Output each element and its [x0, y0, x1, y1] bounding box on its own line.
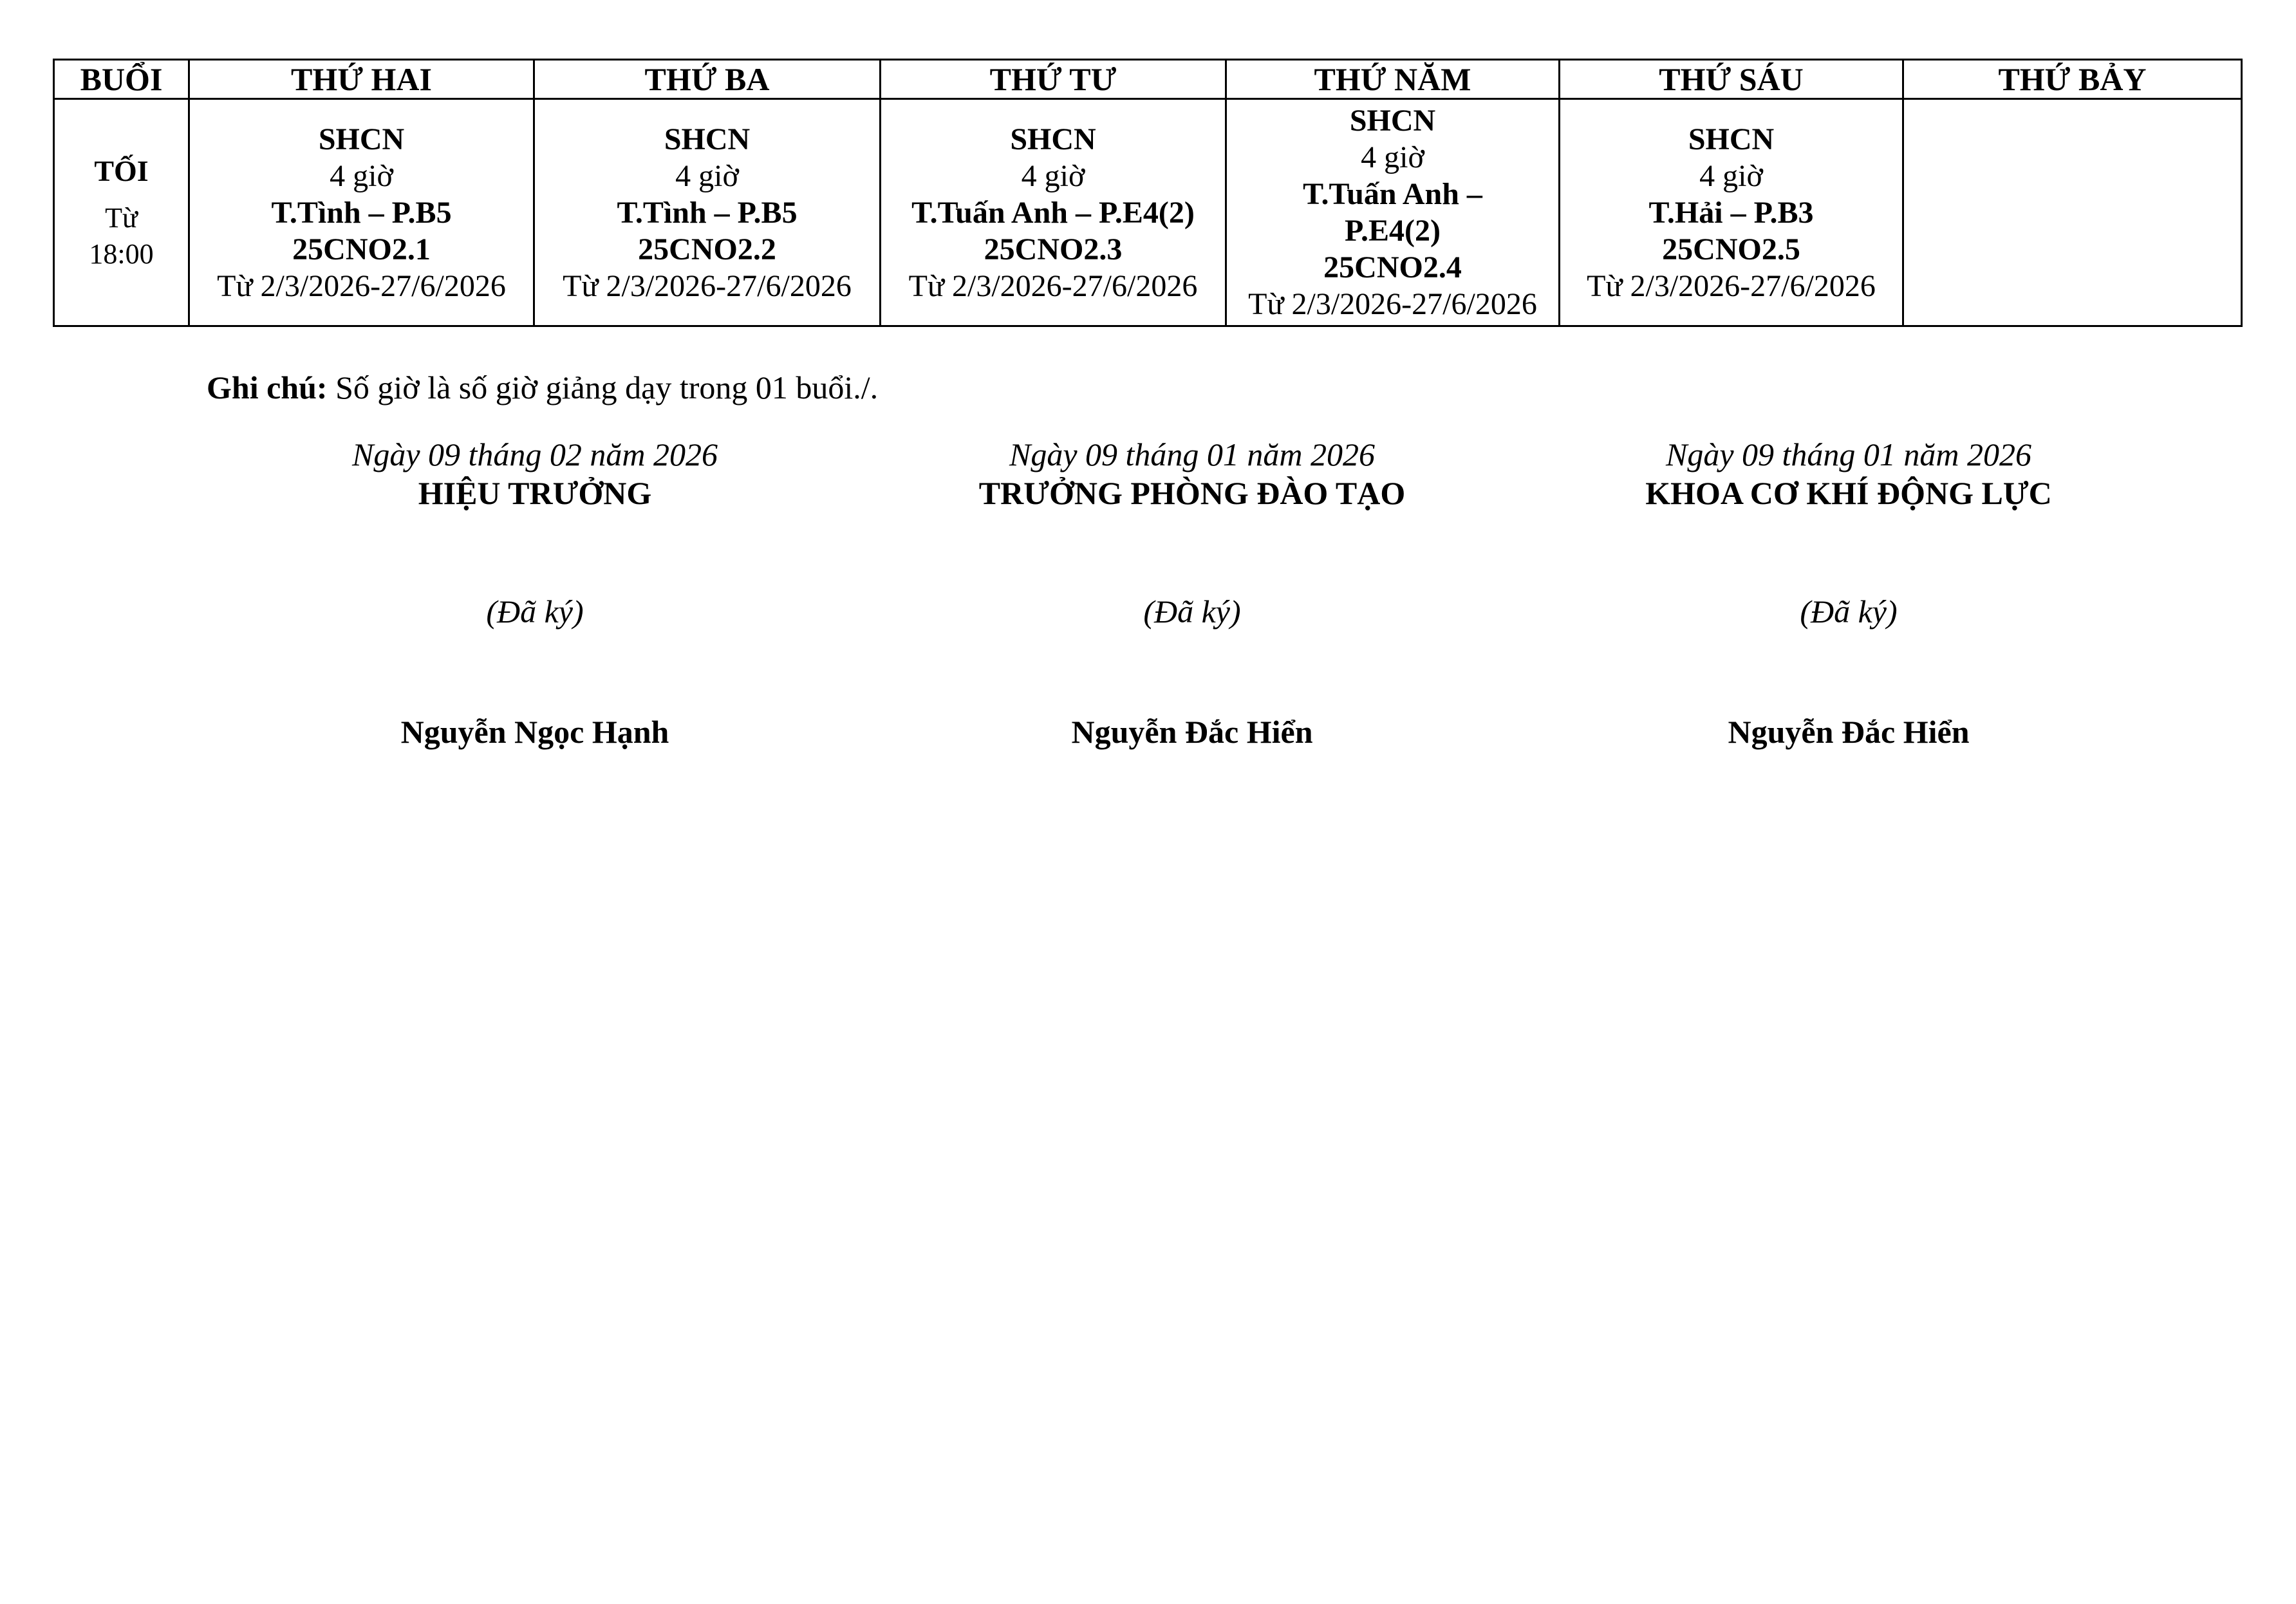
period: Từ 2/3/2026-27/6/2026 [908, 268, 1198, 303]
wednesday-cell [881, 99, 1226, 326]
header-thursday: THỨ NĂM [1226, 60, 1560, 99]
period: Từ 2/3/2026-27/6/2026 [1587, 268, 1876, 303]
period: Từ 2/3/2026-27/6/2026 [563, 268, 852, 303]
signature-date: Ngày 09 tháng 01 năm 2026 [1665, 436, 2032, 472]
class-code: 25CNO2.3 [984, 232, 1123, 266]
header-saturday: THỨ BẢY [1903, 60, 2242, 99]
note-text: Số giờ là số giờ giảng dạy trong 01 buổi./. [327, 369, 879, 406]
signature-title: HIỆU TRƯỞNG [418, 475, 652, 511]
header-monday: THỨ HAI [189, 60, 534, 99]
subject: SHCN [1010, 122, 1096, 156]
tuesday-cell [534, 99, 881, 326]
teacher-room: T.Tuấn Anh – P.E4(2) [911, 195, 1195, 230]
class-code: 25CNO2.1 [292, 232, 431, 266]
hours: 4 giờ [1361, 140, 1424, 174]
signature-name: Nguyễn Ngọc Hạnh [400, 714, 669, 750]
session-time-value: 18:00 [89, 238, 154, 270]
signature-date: Ngày 09 tháng 01 năm 2026 [1009, 436, 1376, 472]
monday-cell [189, 99, 534, 326]
hours: 4 giờ [1021, 158, 1085, 193]
subject: SHCN [318, 122, 405, 156]
table-row-evening [54, 99, 2242, 326]
friday-cell [1560, 99, 1903, 326]
subject: SHCN [664, 122, 751, 156]
teacher-room: T.Hải – P.B3 [1648, 195, 1814, 230]
subject: SHCN [1688, 122, 1775, 156]
session-name: TỐI [94, 154, 149, 187]
header-friday: THỨ SÁU [1560, 60, 1903, 99]
signature-block-training-head [870, 435, 1514, 751]
teacher-room: T.Tình – P.B5 [271, 195, 452, 230]
saturday-cell [1903, 99, 2242, 326]
signature-signed: (Đã ký) [1143, 593, 1241, 629]
class-code: 25CNO2.4 [1323, 250, 1462, 284]
signature-name: Nguyễn Đắc Hiển [1728, 714, 1970, 750]
header-wednesday: THỨ TƯ [881, 60, 1226, 99]
signature-block-principal [213, 435, 857, 751]
signature-signed: (Đã ký) [1800, 593, 1898, 629]
class-code: 25CNO2.5 [1662, 232, 1800, 266]
session-cell [54, 99, 189, 326]
signature-signed: (Đã ký) [486, 593, 584, 629]
header-tuesday: THỨ BA [534, 60, 881, 99]
hours: 4 giờ [1699, 158, 1763, 193]
schedule-table [53, 59, 2243, 327]
hours: 4 giờ [330, 158, 393, 193]
signature-name: Nguyễn Đắc Hiển [1071, 714, 1313, 750]
signature-title: TRƯỞNG PHÒNG ĐÀO TẠO [978, 475, 1406, 511]
class-code: 25CNO2.2 [638, 232, 776, 266]
subject: SHCN [1349, 104, 1436, 138]
note [207, 368, 878, 407]
signature-block-faculty [1527, 435, 2170, 751]
session-time-label: Từ [105, 202, 138, 234]
period: Từ 2/3/2026-27/6/2026 [1248, 287, 1537, 321]
thursday-cell [1226, 99, 1560, 326]
teacher-room: T.Tuấn Anh – P.E4(2) [1303, 177, 1482, 248]
teacher-room: T.Tình – P.B5 [617, 195, 798, 230]
signature-date: Ngày 09 tháng 02 năm 2026 [351, 436, 718, 472]
header-session: BUỔI [54, 60, 189, 99]
note-label: Ghi chú: [207, 369, 328, 406]
table-header-row [54, 60, 2242, 99]
hours: 4 giờ [675, 158, 739, 193]
signature-title: KHOA CƠ KHÍ ĐỘNG LỰC [1645, 475, 2052, 511]
period: Từ 2/3/2026-27/6/2026 [217, 268, 506, 303]
